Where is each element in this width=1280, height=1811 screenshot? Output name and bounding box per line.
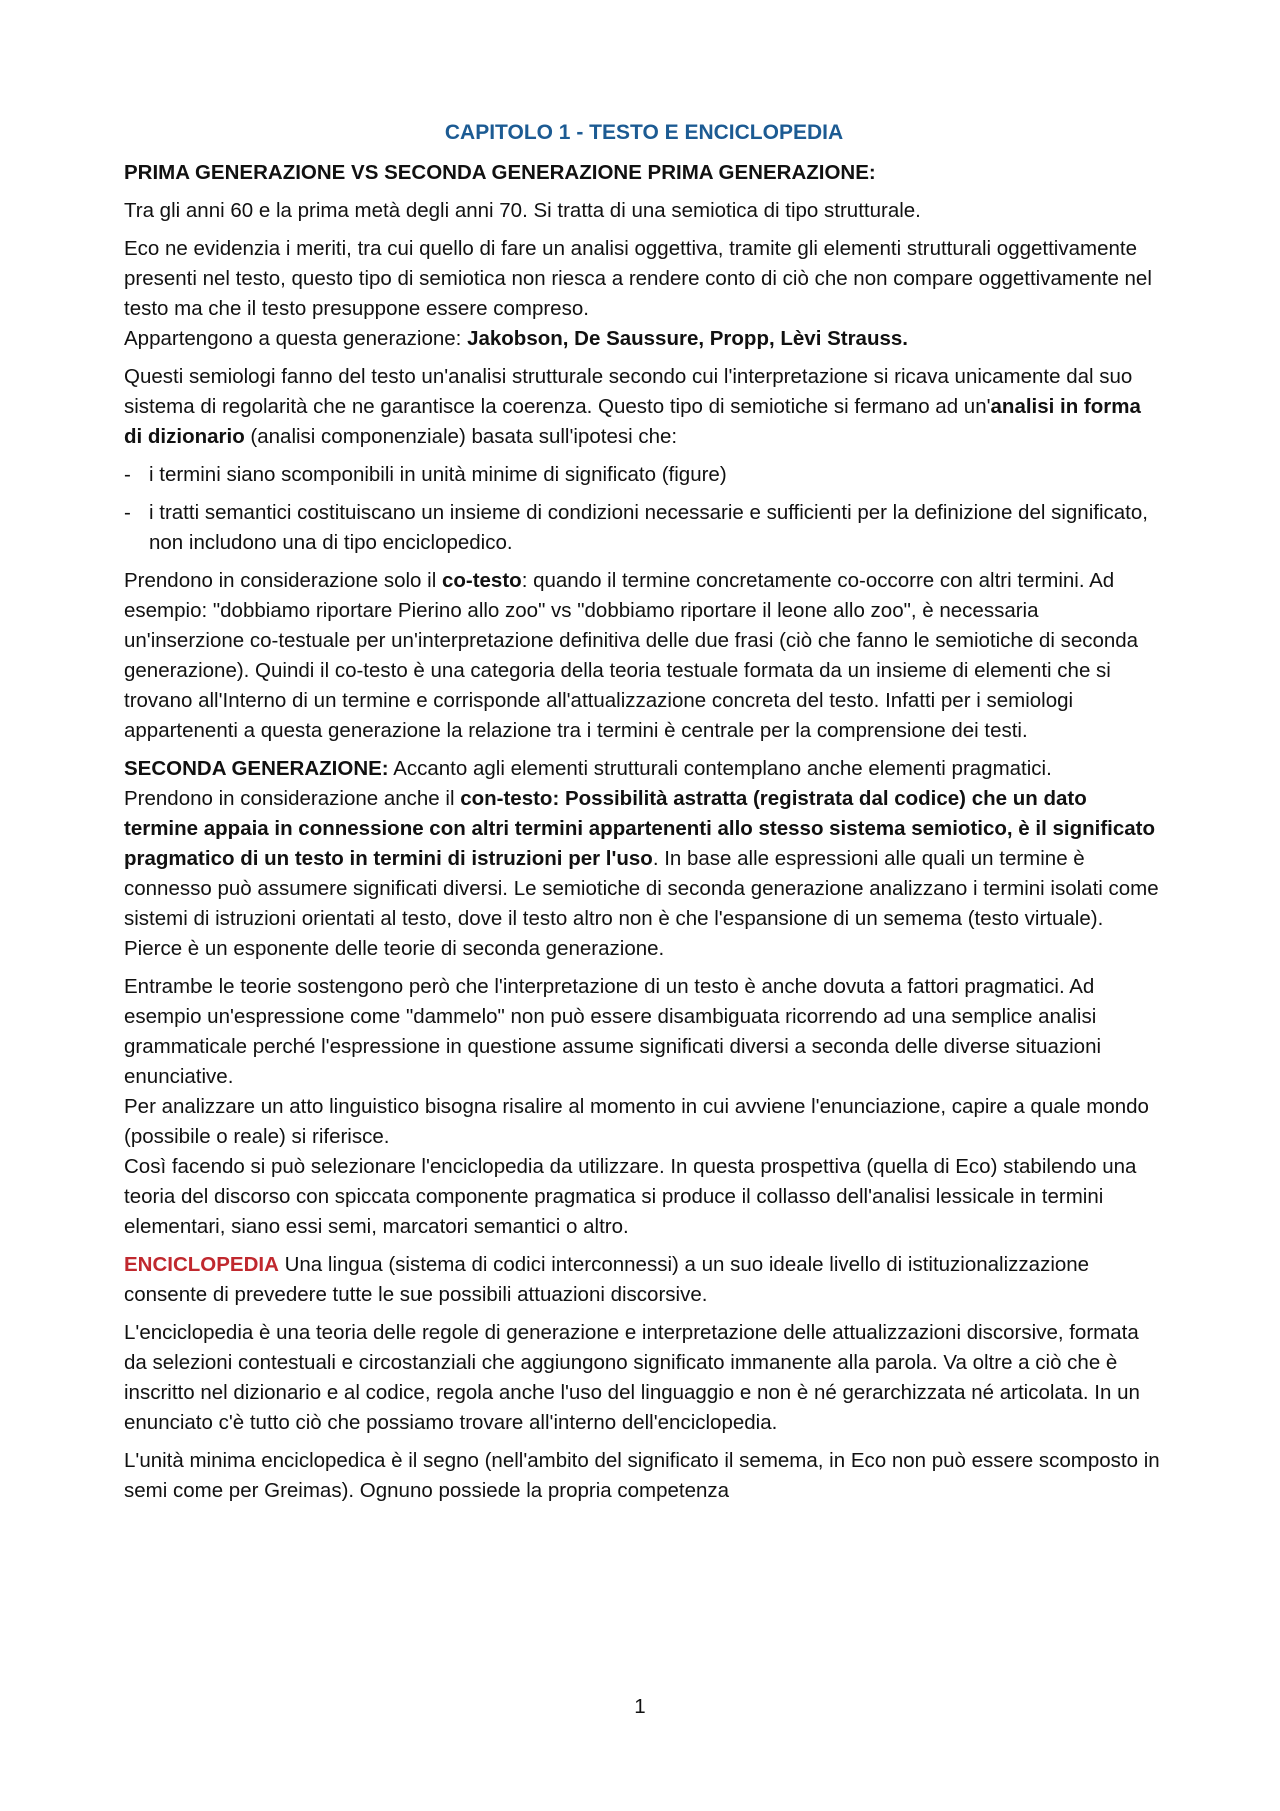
paragraph-eco-merits-text: Eco ne evidenzia i meriti, tra cui quello di fare un analisi oggettiva, tramite gli elementi strutturali oggettivamente presenti nel testo, questo tipo di semiotica non riesca a rendere conto di ciò che non compare oggettivamente nel testo ma che il testo presuppone essere compreso. bbox=[124, 237, 1152, 320]
paragraph-enciclopedia bbox=[124, 1250, 1164, 1310]
paragraph-intro: Tra gli anni 60 e la prima metà degli anni 70. Si tratta di una semiotica di tipo strutturale. bbox=[124, 199, 921, 222]
con-testo-colon: : bbox=[552, 787, 565, 810]
chapter-title: CAPITOLO 1 - TESTO E ENCICLOPEDIA bbox=[444, 121, 844, 144]
paragraph-co-testo bbox=[124, 566, 1164, 746]
list-dash: - bbox=[124, 501, 131, 524]
generation-members-label: Appartengono a questa generazione: bbox=[124, 327, 468, 350]
co-testo-term: co-testo bbox=[441, 569, 522, 592]
second-generation-text-1: Accanto agli elementi strutturali contemplano anche elementi pragmatici. bbox=[388, 757, 1052, 780]
generation-members-names: Jakobson, De Saussure, Propp, Lèvi Strauss. bbox=[467, 327, 908, 350]
paragraph-eco-merits bbox=[124, 234, 1164, 354]
enciclopedia-text: Una lingua (sistema di codici interconnessi) a un suo ideale livello di istituzionalizzazione consente di prevedere tutte le sue possibili attuazioni discorsive. bbox=[124, 1253, 1090, 1306]
dictionary-analysis-term: analisi in forma di dizionario bbox=[124, 395, 1141, 448]
list-item-text: i tratti semantici costituiscano un insieme di condizioni necessarie e sufficienti per la definizione del significato, non includono una di tipo enciclopedico. bbox=[149, 501, 1148, 554]
paragraph-both-theories bbox=[124, 972, 1164, 1242]
hypothesis-list bbox=[124, 460, 1164, 558]
con-testo-term: con-testo bbox=[460, 787, 553, 810]
con-testo-definition: Possibilità astratta (registrata dal codice) che un dato termine appaia in connessione con altri termini appartenenti allo stesso sistema semiotico, è il significato pragmatico di un testo in termini di istruzioni per l'uso bbox=[124, 787, 1155, 870]
second-generation-text-3: . In base alle espressioni alle quali un termine è connesso può assumere significati diversi. Le semiotiche di seconda generazione analizzano i termini isolati come sistemi di istruzioni orientati al testo, dove il testo altro non è che l'espansione di un semema (testo virtuale). Pierce è un esponente delle teorie di seconda generazione. bbox=[124, 847, 1159, 960]
paragraph-co-testo-text-2: : quando il termine concretamente co-occorre con altri termini. Ad esempio: "dobbiamo riportare Pierino allo zoo" vs "dobbiamo riportare il leone allo zoo", è necessaria un'inserzione co-testuale per un'interpretazione definitiva delle due frasi (ciò che fanno le semiotiche di seconda generazione). Quindi il co-testo è una categoria della teoria testuale formata da un insieme di elementi che si trovano all'Interno di un termine e corrisponde all'attualizzazione concreta del testo. Infatti per i semiologi appartenenti a questa generazione la relazione tra i termini è centrale per la comprensione dei testi. bbox=[124, 569, 1139, 742]
both-theories-text-2: Per analizzare un atto linguistico bisogna risalire al momento in cui avviene l'enunciazione, capire a quale mondo (possibile o reale) si riferisce. bbox=[124, 1095, 1149, 1148]
second-generation-heading: SECONDA GENERAZIONE: bbox=[124, 757, 389, 780]
list-item-text: i termini siano scomponibili in unità minime di significato (figure) bbox=[149, 463, 727, 486]
section-heading: PRIMA GENERAZIONE VS SECONDA GENERAZIONE PRIMA GENERAZIONE: bbox=[124, 161, 876, 184]
list-dash: - bbox=[124, 463, 131, 486]
paragraph-enciclopedia-definition: L'enciclopedia è una teoria delle regole di generazione e interpretazione delle attualizzazioni discorsive, formata da selezioni contestuali e circostanziali che aggiungono significato immanente alla parola. Va oltre a ciò che è inscritto nel dizionario e al codice, regola anche l'uso del linguaggio e non è né gerarchizzata né articolata. In un enunciato c'è tutto ciò che possiamo trovare all'interno dell'enciclopedia. bbox=[124, 1321, 1140, 1434]
paragraph-second-generation bbox=[124, 754, 1164, 964]
both-theories-text-3: Così facendo si può selezionare l'enciclopedia da utilizzare. In questa prospettiva (quella di Eco) stabilendo una teoria del discorso con spiccata componente pragmatica si produce il collasso dell'analisi lessicale in termini elementari, siano essi semi, marcatori semantici o altro. bbox=[124, 1155, 1137, 1238]
paragraph-co-testo-text-1: Prendono in considerazione solo il bbox=[124, 569, 442, 592]
page-number: 1 bbox=[634, 1695, 646, 1718]
paragraph-structural-analysis-text-1: Questi semiologi fanno del testo un'analisi strutturale secondo cui l'interpretazione si ricava unicamente dal suo sistema di regolarità che ne garantisce la coerenza. Questo tipo di semiotiche si fermano ad un' bbox=[124, 365, 1133, 418]
paragraph-structural-analysis bbox=[124, 362, 1164, 452]
paragraph-minimal-unit: L'unità minima enciclopedica è il segno (nell'ambito del significato il semema, in Eco non può essere scomposto in semi come per Greimas). Ognuno possiede la propria competenza bbox=[124, 1449, 1160, 1502]
page-content bbox=[124, 118, 1164, 1514]
enciclopedia-heading: ENCICLOPEDIA bbox=[124, 1253, 279, 1276]
list-item bbox=[124, 498, 1164, 558]
paragraph-structural-analysis-text-2: (analisi componenziale) basata sull'ipotesi che: bbox=[244, 425, 678, 448]
list-item bbox=[124, 460, 1164, 490]
second-generation-text-2: Prendono in considerazione anche il bbox=[124, 787, 461, 810]
both-theories-text-1: Entrambe le teorie sostengono però che l'interpretazione di un testo è anche dovuta a fattori pragmatici. Ad esempio un'espressione come "dammelo" non può essere disambiguata ricorrendo ad una semplice analisi grammaticale perché l'espressione in questione assume significati diversi a seconda delle diverse situazioni enunciative. bbox=[124, 975, 1102, 1088]
